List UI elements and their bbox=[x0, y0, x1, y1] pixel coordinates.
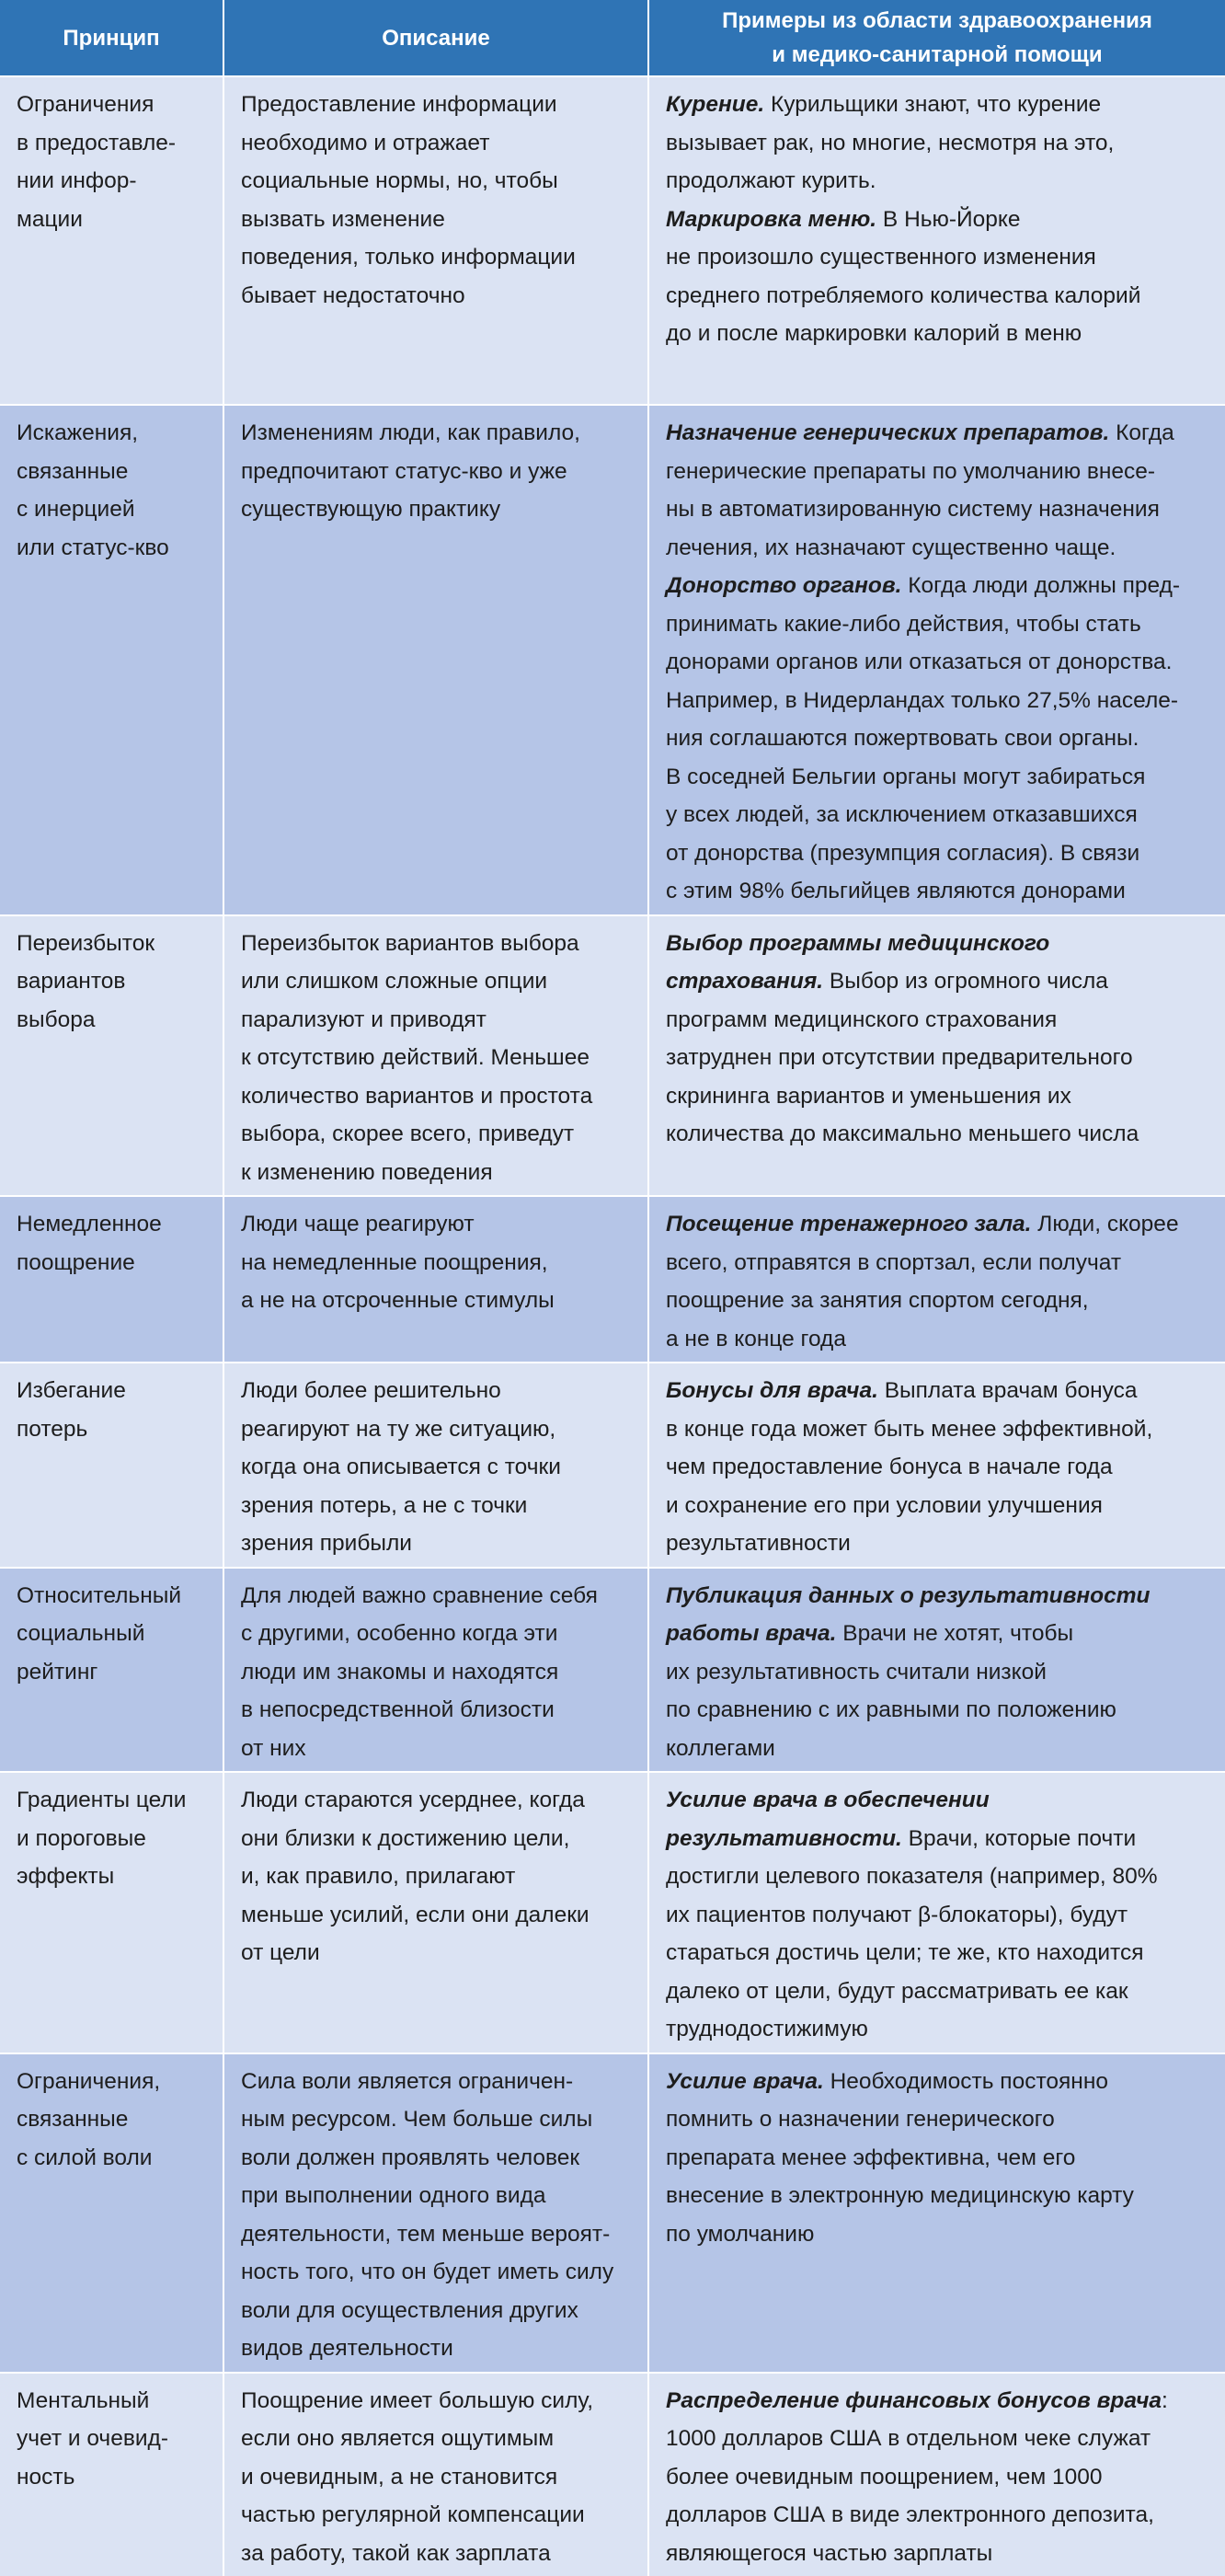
examples-cell bbox=[648, 405, 1225, 915]
description-line: за работу, такой как зарплата bbox=[241, 2535, 636, 2573]
description-line: Сила воли является ограничен- bbox=[241, 2063, 636, 2101]
example-text: Когда люди должны пред- bbox=[901, 573, 1180, 598]
principle-line: Немедленное bbox=[17, 1205, 212, 1244]
example-line: от донорства (презумпция согласия). В связи bbox=[666, 834, 1214, 873]
header-principle: Принцип bbox=[0, 0, 223, 76]
description-line: воли для осуществления других bbox=[241, 2292, 636, 2330]
description-cell bbox=[223, 1568, 648, 1773]
example-title: Назначение генерических препаратов. bbox=[666, 420, 1109, 445]
description-line: они близки к достижению цели, bbox=[241, 1820, 636, 1858]
description-line: Для людей важно сравнение себя bbox=[241, 1577, 636, 1616]
example-title: Выбор программы медицинского bbox=[666, 931, 1049, 956]
example-title: Донорство органов. bbox=[666, 573, 901, 598]
example-text: Люди, скорее bbox=[1032, 1212, 1179, 1236]
example-line: всего, отправятся в спортзал, если получат bbox=[666, 1244, 1214, 1282]
principle-line: потерь bbox=[17, 1410, 212, 1449]
example-title: Бонусы для врача. bbox=[666, 1378, 878, 1403]
description-cell bbox=[223, 2373, 648, 2576]
description-cell bbox=[223, 405, 648, 915]
example-text: Выплата врачам бонуса bbox=[878, 1378, 1138, 1403]
principle-line: и пороговые bbox=[17, 1820, 212, 1858]
description-line: ным ресурсом. Чем больше силы bbox=[241, 2100, 636, 2139]
description-line: или слишком сложные опции bbox=[241, 962, 636, 1001]
description-line: Предоставление информации bbox=[241, 86, 636, 124]
example-line: с этим 98% бельгийцев являются донорами bbox=[666, 872, 1214, 911]
example-first-line bbox=[666, 1372, 1214, 1410]
example-title: страхования. bbox=[666, 969, 823, 994]
description-line: и, как правило, прилагают bbox=[241, 1857, 636, 1896]
description-cell bbox=[223, 1196, 648, 1363]
principle-line: вариантов bbox=[17, 962, 212, 1001]
description-line: видов деятельности bbox=[241, 2329, 636, 2368]
table-row bbox=[0, 2053, 1225, 2373]
description-line: Переизбыток вариантов выбора bbox=[241, 925, 636, 963]
description-line: и очевидным, а не становится bbox=[241, 2458, 636, 2497]
example-text: Врачи не хотят, чтобы bbox=[836, 1621, 1073, 1646]
principle-cell bbox=[0, 1363, 223, 1568]
principle-cell bbox=[0, 1568, 223, 1773]
principle-cell bbox=[0, 405, 223, 915]
principle-line: учет и очевид- bbox=[17, 2420, 212, 2458]
principle-cell bbox=[0, 1772, 223, 2053]
example-line: их результативность считали низкой bbox=[666, 1653, 1214, 1692]
principle-line: с инерцией bbox=[17, 490, 212, 529]
table-body bbox=[0, 76, 1225, 2576]
header-examples bbox=[648, 0, 1225, 76]
description-line: частью регулярной компенсации bbox=[241, 2496, 636, 2535]
example-line: труднодостижимую bbox=[666, 2010, 1214, 2049]
example-line: до и после маркировки калорий в меню bbox=[666, 315, 1214, 353]
example-line: далеко от цели, будут рассматривать ее как bbox=[666, 1972, 1214, 2011]
principle-line: нии инфор- bbox=[17, 162, 212, 201]
example-line: их пациентов получают β-блокаторы), будут bbox=[666, 1896, 1214, 1935]
example-line: программ медицинского страхования bbox=[666, 1001, 1214, 1040]
principle-line: Избегание bbox=[17, 1372, 212, 1410]
description-line: вызвать изменение bbox=[241, 201, 636, 239]
principle-line: Относительный bbox=[17, 1577, 212, 1616]
principle-line: связанные bbox=[17, 2100, 212, 2139]
principle-cell bbox=[0, 915, 223, 1197]
description-line: Поощрение имеет большую силу, bbox=[241, 2382, 636, 2421]
example-first-line bbox=[666, 925, 1214, 963]
example-line: количества до максимально меньшего числа bbox=[666, 1115, 1214, 1154]
example-line: Например, в Нидерландах только 27,5% населе- bbox=[666, 682, 1214, 720]
description-line: если оно является ощутимым bbox=[241, 2420, 636, 2458]
table-header-row bbox=[0, 0, 1225, 76]
description-line: с другими, особенно когда эти bbox=[241, 1615, 636, 1653]
example-line: в конце года может быть менее эффективной, bbox=[666, 1410, 1214, 1449]
description-line: зрения потерь, а не с точки bbox=[241, 1487, 636, 1525]
example-line: поощрение за занятия спортом сегодня, bbox=[666, 1282, 1214, 1320]
example-line: у всех людей, за исключением отказавшихся bbox=[666, 796, 1214, 834]
example-first-line bbox=[666, 1781, 1214, 1820]
example-first-line bbox=[666, 86, 1214, 124]
example-first-line bbox=[666, 567, 1214, 605]
example-line: являющегося частью зарплаты bbox=[666, 2535, 1214, 2573]
example-title: Усилие врача в обеспечении bbox=[666, 1788, 990, 1812]
principle-line: Переизбыток bbox=[17, 925, 212, 963]
description-line: воли должен проявлять человек bbox=[241, 2139, 636, 2178]
example-line: долларов США в виде электронного депозита, bbox=[666, 2496, 1214, 2535]
example-line: внесение в электронную медицинскую карту bbox=[666, 2177, 1214, 2215]
example-first-line bbox=[666, 2382, 1214, 2421]
description-line: существующую практику bbox=[241, 490, 636, 529]
example-line: стараться достичь цели; те же, кто находится bbox=[666, 1934, 1214, 1972]
examples-cell bbox=[648, 2373, 1225, 2576]
example-first-line bbox=[666, 962, 1214, 1001]
description-cell bbox=[223, 76, 648, 405]
example-line: ны в автоматизированную систему назначения bbox=[666, 490, 1214, 529]
description-line: от них bbox=[241, 1730, 636, 1768]
description-cell bbox=[223, 915, 648, 1197]
principle-line: социальный bbox=[17, 1615, 212, 1653]
description-line: реагируют на ту же ситуацию, bbox=[241, 1410, 636, 1449]
principle-line: связанные bbox=[17, 453, 212, 491]
example-text: Выбор из огромного числа bbox=[823, 969, 1108, 994]
example-first-line bbox=[666, 2063, 1214, 2101]
example-title: Публикация данных о результативности bbox=[666, 1583, 1151, 1608]
principle-line: ность bbox=[17, 2458, 212, 2497]
description-cell bbox=[223, 1772, 648, 2053]
description-line: на немедленные поощрения, bbox=[241, 1244, 636, 1282]
description-line: количество вариантов и простота bbox=[241, 1077, 636, 1116]
example-line: чем предоставление бонуса в начале года bbox=[666, 1448, 1214, 1487]
example-line: затруднен при отсутствии предварительного bbox=[666, 1039, 1214, 1077]
table-row bbox=[0, 1363, 1225, 1568]
example-title: результативности. bbox=[666, 1826, 902, 1851]
table-row bbox=[0, 1568, 1225, 1773]
principle-line: с силой воли bbox=[17, 2139, 212, 2178]
example-text: Когда bbox=[1109, 420, 1173, 445]
description-line: в непосредственной близости bbox=[241, 1691, 636, 1730]
description-line: парализуют и приводят bbox=[241, 1001, 636, 1040]
principle-cell bbox=[0, 1196, 223, 1363]
example-line: помнить о назначении генерического bbox=[666, 2100, 1214, 2139]
description-line: зрения прибыли bbox=[241, 1524, 636, 1563]
header-description: Описание bbox=[223, 0, 648, 76]
examples-cell bbox=[648, 1772, 1225, 2053]
example-line: ния соглашаются пожертвовать свои органы. bbox=[666, 719, 1214, 758]
principle-cell bbox=[0, 2053, 223, 2373]
example-text: : bbox=[1162, 2388, 1168, 2413]
example-first-line bbox=[666, 1205, 1214, 1244]
example-line: коллегами bbox=[666, 1730, 1214, 1768]
principle-cell bbox=[0, 2373, 223, 2576]
example-line: принимать какие-либо действия, чтобы стать bbox=[666, 605, 1214, 644]
example-text: Необходимость постоянно bbox=[824, 2069, 1108, 2094]
principle-line: эффекты bbox=[17, 1857, 212, 1896]
example-line: по сравнению с их равными по положению bbox=[666, 1691, 1214, 1730]
example-text: Курильщики знают, что курение bbox=[764, 92, 1101, 117]
description-line: от цели bbox=[241, 1934, 636, 1972]
principle-line: Ограничения bbox=[17, 86, 212, 124]
example-line: В соседней Бельгии органы могут забираться bbox=[666, 758, 1214, 797]
principle-line: в предоставле- bbox=[17, 124, 212, 163]
table-row bbox=[0, 1196, 1225, 1363]
principle-cell bbox=[0, 76, 223, 405]
description-line: меньше усилий, если они далеки bbox=[241, 1896, 636, 1935]
table-row bbox=[0, 405, 1225, 915]
table-row bbox=[0, 1772, 1225, 2053]
principle-line: поощрение bbox=[17, 1244, 212, 1282]
example-title: работы врача. bbox=[666, 1621, 836, 1646]
description-line: люди им знакомы и находятся bbox=[241, 1653, 636, 1692]
description-cell bbox=[223, 2053, 648, 2373]
example-line: генерические препараты по умолчанию внесе- bbox=[666, 453, 1214, 491]
example-title: Усилие врача. bbox=[666, 2069, 824, 2094]
example-line: среднего потребляемого количества калорий bbox=[666, 277, 1214, 316]
description-line: когда она описывается с точки bbox=[241, 1448, 636, 1487]
description-line: ность того, что он будет иметь силу bbox=[241, 2253, 636, 2292]
table-row bbox=[0, 76, 1225, 405]
example-title: Курение. bbox=[666, 92, 764, 117]
description-line: поведения, только информации bbox=[241, 238, 636, 277]
examples-cell bbox=[648, 1196, 1225, 1363]
example-line: вызывает рак, но многие, несмотря на это, bbox=[666, 124, 1214, 163]
example-first-line bbox=[666, 1577, 1214, 1616]
example-line: продолжают курить. bbox=[666, 162, 1214, 201]
table-row bbox=[0, 2373, 1225, 2576]
example-line: лечения, их назначают существенно чаще. bbox=[666, 529, 1214, 568]
example-first-line bbox=[666, 1820, 1214, 1858]
description-cell bbox=[223, 1363, 648, 1568]
example-line: и сохранение его при условии улучшения bbox=[666, 1487, 1214, 1525]
principle-line: выбора bbox=[17, 1001, 212, 1040]
principle-line: Искажения, bbox=[17, 414, 212, 453]
example-line: не произошло существенного изменения bbox=[666, 238, 1214, 277]
description-line: выбора, скорее всего, приведут bbox=[241, 1115, 636, 1154]
example-text: В Нью-Йорке bbox=[876, 207, 1020, 232]
examples-cell bbox=[648, 1568, 1225, 1773]
example-line: более очевидным поощрением, чем 1000 bbox=[666, 2458, 1214, 2497]
description-line: необходимо и отражает bbox=[241, 124, 636, 163]
description-line: к отсутствию действий. Меньшее bbox=[241, 1039, 636, 1077]
example-title: Посещение тренажерного зала. bbox=[666, 1212, 1032, 1236]
header-examples-line1: Примеры из области здравоохранения bbox=[658, 4, 1216, 38]
example-first-line bbox=[666, 1615, 1214, 1653]
example-title: Распределение финансовых бонусов врача bbox=[666, 2388, 1162, 2413]
description-line: а не на отсроченные стимулы bbox=[241, 1282, 636, 1320]
description-line: Люди более решительно bbox=[241, 1372, 636, 1410]
examples-cell bbox=[648, 2053, 1225, 2373]
example-line: результативности bbox=[666, 1524, 1214, 1563]
principle-line: Ментальный bbox=[17, 2382, 212, 2421]
description-line: Люди чаще реагируют bbox=[241, 1205, 636, 1244]
examples-cell bbox=[648, 1363, 1225, 1568]
principle-line: мации bbox=[17, 201, 212, 239]
example-text: Врачи, которые почти bbox=[902, 1826, 1136, 1851]
example-first-line bbox=[666, 414, 1214, 453]
description-line: Люди стараются усерднее, когда bbox=[241, 1781, 636, 1820]
example-line: по умолчанию bbox=[666, 2215, 1214, 2254]
header-examples-line2: и медико-санитарной помощи bbox=[658, 38, 1216, 72]
principle-line: Градиенты цели bbox=[17, 1781, 212, 1820]
example-line: а не в конце года bbox=[666, 1320, 1214, 1359]
description-line: бывает недостаточно bbox=[241, 277, 636, 316]
description-line: деятельности, тем меньше вероят- bbox=[241, 2215, 636, 2254]
description-line: Изменениям люди, как правило, bbox=[241, 414, 636, 453]
table-row bbox=[0, 915, 1225, 1197]
example-line: достигли целевого показателя (например, 80% bbox=[666, 1857, 1214, 1896]
examples-cell bbox=[648, 915, 1225, 1197]
examples-cell bbox=[648, 76, 1225, 405]
example-line: препарата менее эффективна, чем его bbox=[666, 2139, 1214, 2178]
description-line: к изменению поведения bbox=[241, 1154, 636, 1192]
principle-line: рейтинг bbox=[17, 1653, 212, 1692]
example-title: Маркировка меню. bbox=[666, 207, 876, 232]
principle-line: или статус-кво bbox=[17, 529, 212, 568]
example-line: 1000 долларов США в отдельном чеке служат bbox=[666, 2420, 1214, 2458]
example-line: скрининга вариантов и уменьшения их bbox=[666, 1077, 1214, 1116]
description-line: предпочитают статус-кво и уже bbox=[241, 453, 636, 491]
example-first-line bbox=[666, 201, 1214, 239]
principle-line: Ограничения, bbox=[17, 2063, 212, 2101]
description-line: при выполнении одного вида bbox=[241, 2177, 636, 2215]
example-line: донорами органов или отказаться от донорства. bbox=[666, 643, 1214, 682]
description-line: социальные нормы, но, чтобы bbox=[241, 162, 636, 201]
